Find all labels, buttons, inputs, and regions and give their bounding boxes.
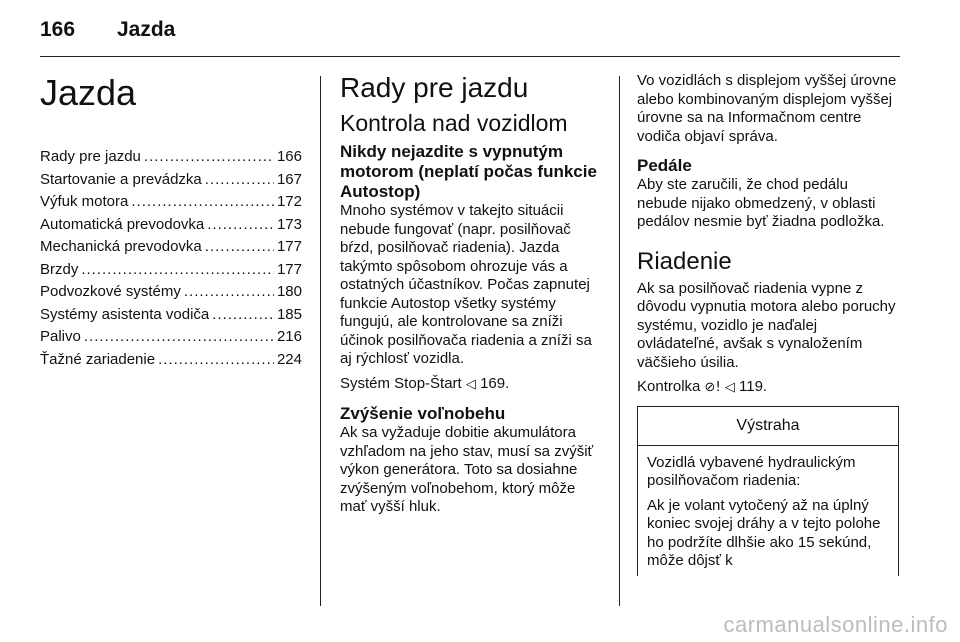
toc-entry[interactable] xyxy=(40,326,302,349)
toc-entry-label: Startovanie a prevádzka xyxy=(40,170,202,188)
toc-entry-page: 185 xyxy=(276,305,302,323)
section-heading-steering: Riadenie xyxy=(637,247,732,275)
column-3 xyxy=(637,72,899,576)
paragraph-pedals: Aby ste zaručili, že chod pedálu nebude nijako obmedzený, v oblasti pedálov nesmie byť žiadna podložka. xyxy=(637,176,885,230)
watermark: carmanualsonline.info xyxy=(723,612,948,637)
toc-entry-label: Systémy asistenta vodiča xyxy=(40,305,210,323)
toc-entry-label: Ťažné zariadenie xyxy=(40,350,156,368)
reference-text: Systém Stop-Štart xyxy=(340,374,462,392)
cross-reference-stop-start xyxy=(340,375,602,395)
toc-entry-label: Palivo xyxy=(40,328,81,345)
paragraph-idle: Ak sa vyžaduje dobitie akumulátora vzhľadom na jeho stav, musí sa zvýšiť výkon generátora. Toto sa dosiahne zvýšeným voľnobehom, ktorý môže mať vyšší hluk. xyxy=(340,424,594,515)
column-divider-1 xyxy=(320,76,321,606)
toc-leader-dots xyxy=(131,191,274,214)
warning-box xyxy=(637,406,899,576)
toc-entry-page: 166 xyxy=(276,148,302,165)
subsection-heading: Kontrola nad vozidlom xyxy=(340,110,568,136)
reference-page: 119. xyxy=(739,378,768,395)
toc-entry-page: 173 xyxy=(276,215,302,233)
toc-leader-dots xyxy=(144,146,274,169)
page-reference-icon: ◁ xyxy=(724,380,735,395)
running-title: Jazda xyxy=(117,18,176,41)
toc-leader-dots xyxy=(205,169,274,192)
toc-leader-dots xyxy=(81,259,274,282)
toc-entry-label: Brzdy xyxy=(40,260,79,278)
toc-entry-label: Automatická prevodovka xyxy=(40,215,205,233)
steering-warning-icon: ⊘! xyxy=(704,380,721,395)
toc-entry[interactable] xyxy=(40,349,302,372)
toc-entry[interactable] xyxy=(40,236,302,259)
toc-leader-dots xyxy=(158,349,274,372)
toc-leader-dots xyxy=(212,304,274,327)
page-number: 166 xyxy=(40,18,76,41)
warning-paragraph-1: Vozidlá vybavené hydraulickým posilňovačom riadenia: xyxy=(647,453,856,489)
toc-leader-dots xyxy=(184,281,274,304)
toc-entry-page: 167 xyxy=(276,170,302,188)
toc-leader-dots xyxy=(84,326,274,349)
toc-entry[interactable] xyxy=(40,191,302,214)
reference-page: 169. xyxy=(480,374,510,392)
toc-entry-page: 177 xyxy=(276,238,302,255)
toc-entry-label: Rady pre jazdu xyxy=(40,148,141,165)
toc-entry-page: 180 xyxy=(276,283,302,300)
toc-entry[interactable] xyxy=(40,214,302,237)
toc-entry[interactable] xyxy=(40,281,302,304)
toc-entry-page: 216 xyxy=(276,328,302,345)
toc-entry-label: Podvozkové systémy xyxy=(40,283,181,300)
section-heading: Rady pre jazdu xyxy=(340,72,529,103)
reference-text: Kontrolka xyxy=(637,378,701,395)
topic-heading-idle: Zvýšenie voľnobehu xyxy=(340,404,506,423)
chapter-title: Jazda xyxy=(40,72,137,113)
header-rule xyxy=(40,56,900,57)
toc-entry[interactable] xyxy=(40,169,302,192)
toc-entry-label: Mechanická prevodovka xyxy=(40,238,202,255)
toc-leader-dots xyxy=(207,214,274,237)
toc-entry[interactable] xyxy=(40,146,302,169)
toc-entry[interactable] xyxy=(40,259,302,282)
paragraph-steering: Ak sa posilňovač riadenia vypne z dôvodu vypnutia motora alebo poruchy systému, vozidlo je naďalej ovládateľné, avšak s vynaložením väčšieho úsilia. xyxy=(637,279,896,371)
toc-entry-page: 177 xyxy=(276,260,302,278)
toc-column xyxy=(40,72,302,371)
toc-entry-label: Výfuk motora xyxy=(40,193,129,210)
table-of-contents xyxy=(40,146,302,371)
topic-heading-engine-off: Nikdy nejazdite s vypnutým motorom (neplatí počas funkcie Autostop) xyxy=(340,142,597,201)
warning-paragraph-2: Ak je volant vytočený až na úplný koniec svojej dráhy a v tejto polohe ho podržíte dlhšie ako 15 sekúnd, môže dôjsť k xyxy=(647,496,881,569)
cross-reference-indicator xyxy=(637,378,899,398)
paragraph-engine-off: Mnoho systémov v takejto situácii nebude fungovať (napr. posilňovač bŕzd, posilňovač riadenia). Jazda takýmto spôsobom ohrozuje vás a ostatných účastníkov. Počas zapnutej funkcie Autostop všetky systémy fungujú, ale kontrolovane sa zníži účinok posilňovača riadenia a zníži sa aj rýchlosť vozidla. xyxy=(340,202,592,367)
column-2 xyxy=(340,72,602,517)
toc-leader-dots xyxy=(205,236,274,259)
topic-heading-pedals: Pedále xyxy=(637,156,692,175)
column-divider-2 xyxy=(619,76,620,606)
toc-entry-page: 172 xyxy=(276,193,302,210)
page-reference-icon: ◁ xyxy=(465,376,476,392)
toc-entry[interactable] xyxy=(40,304,302,327)
toc-entry-page: 224 xyxy=(276,350,302,368)
paragraph-display-message: Vo vozidlách s displejom vyššej úrovne alebo kombinovaným displejom vyššej úrovne sa na Informačnom centre vodiča objaví správa. xyxy=(637,72,897,145)
warning-title: Výstraha xyxy=(638,407,898,446)
